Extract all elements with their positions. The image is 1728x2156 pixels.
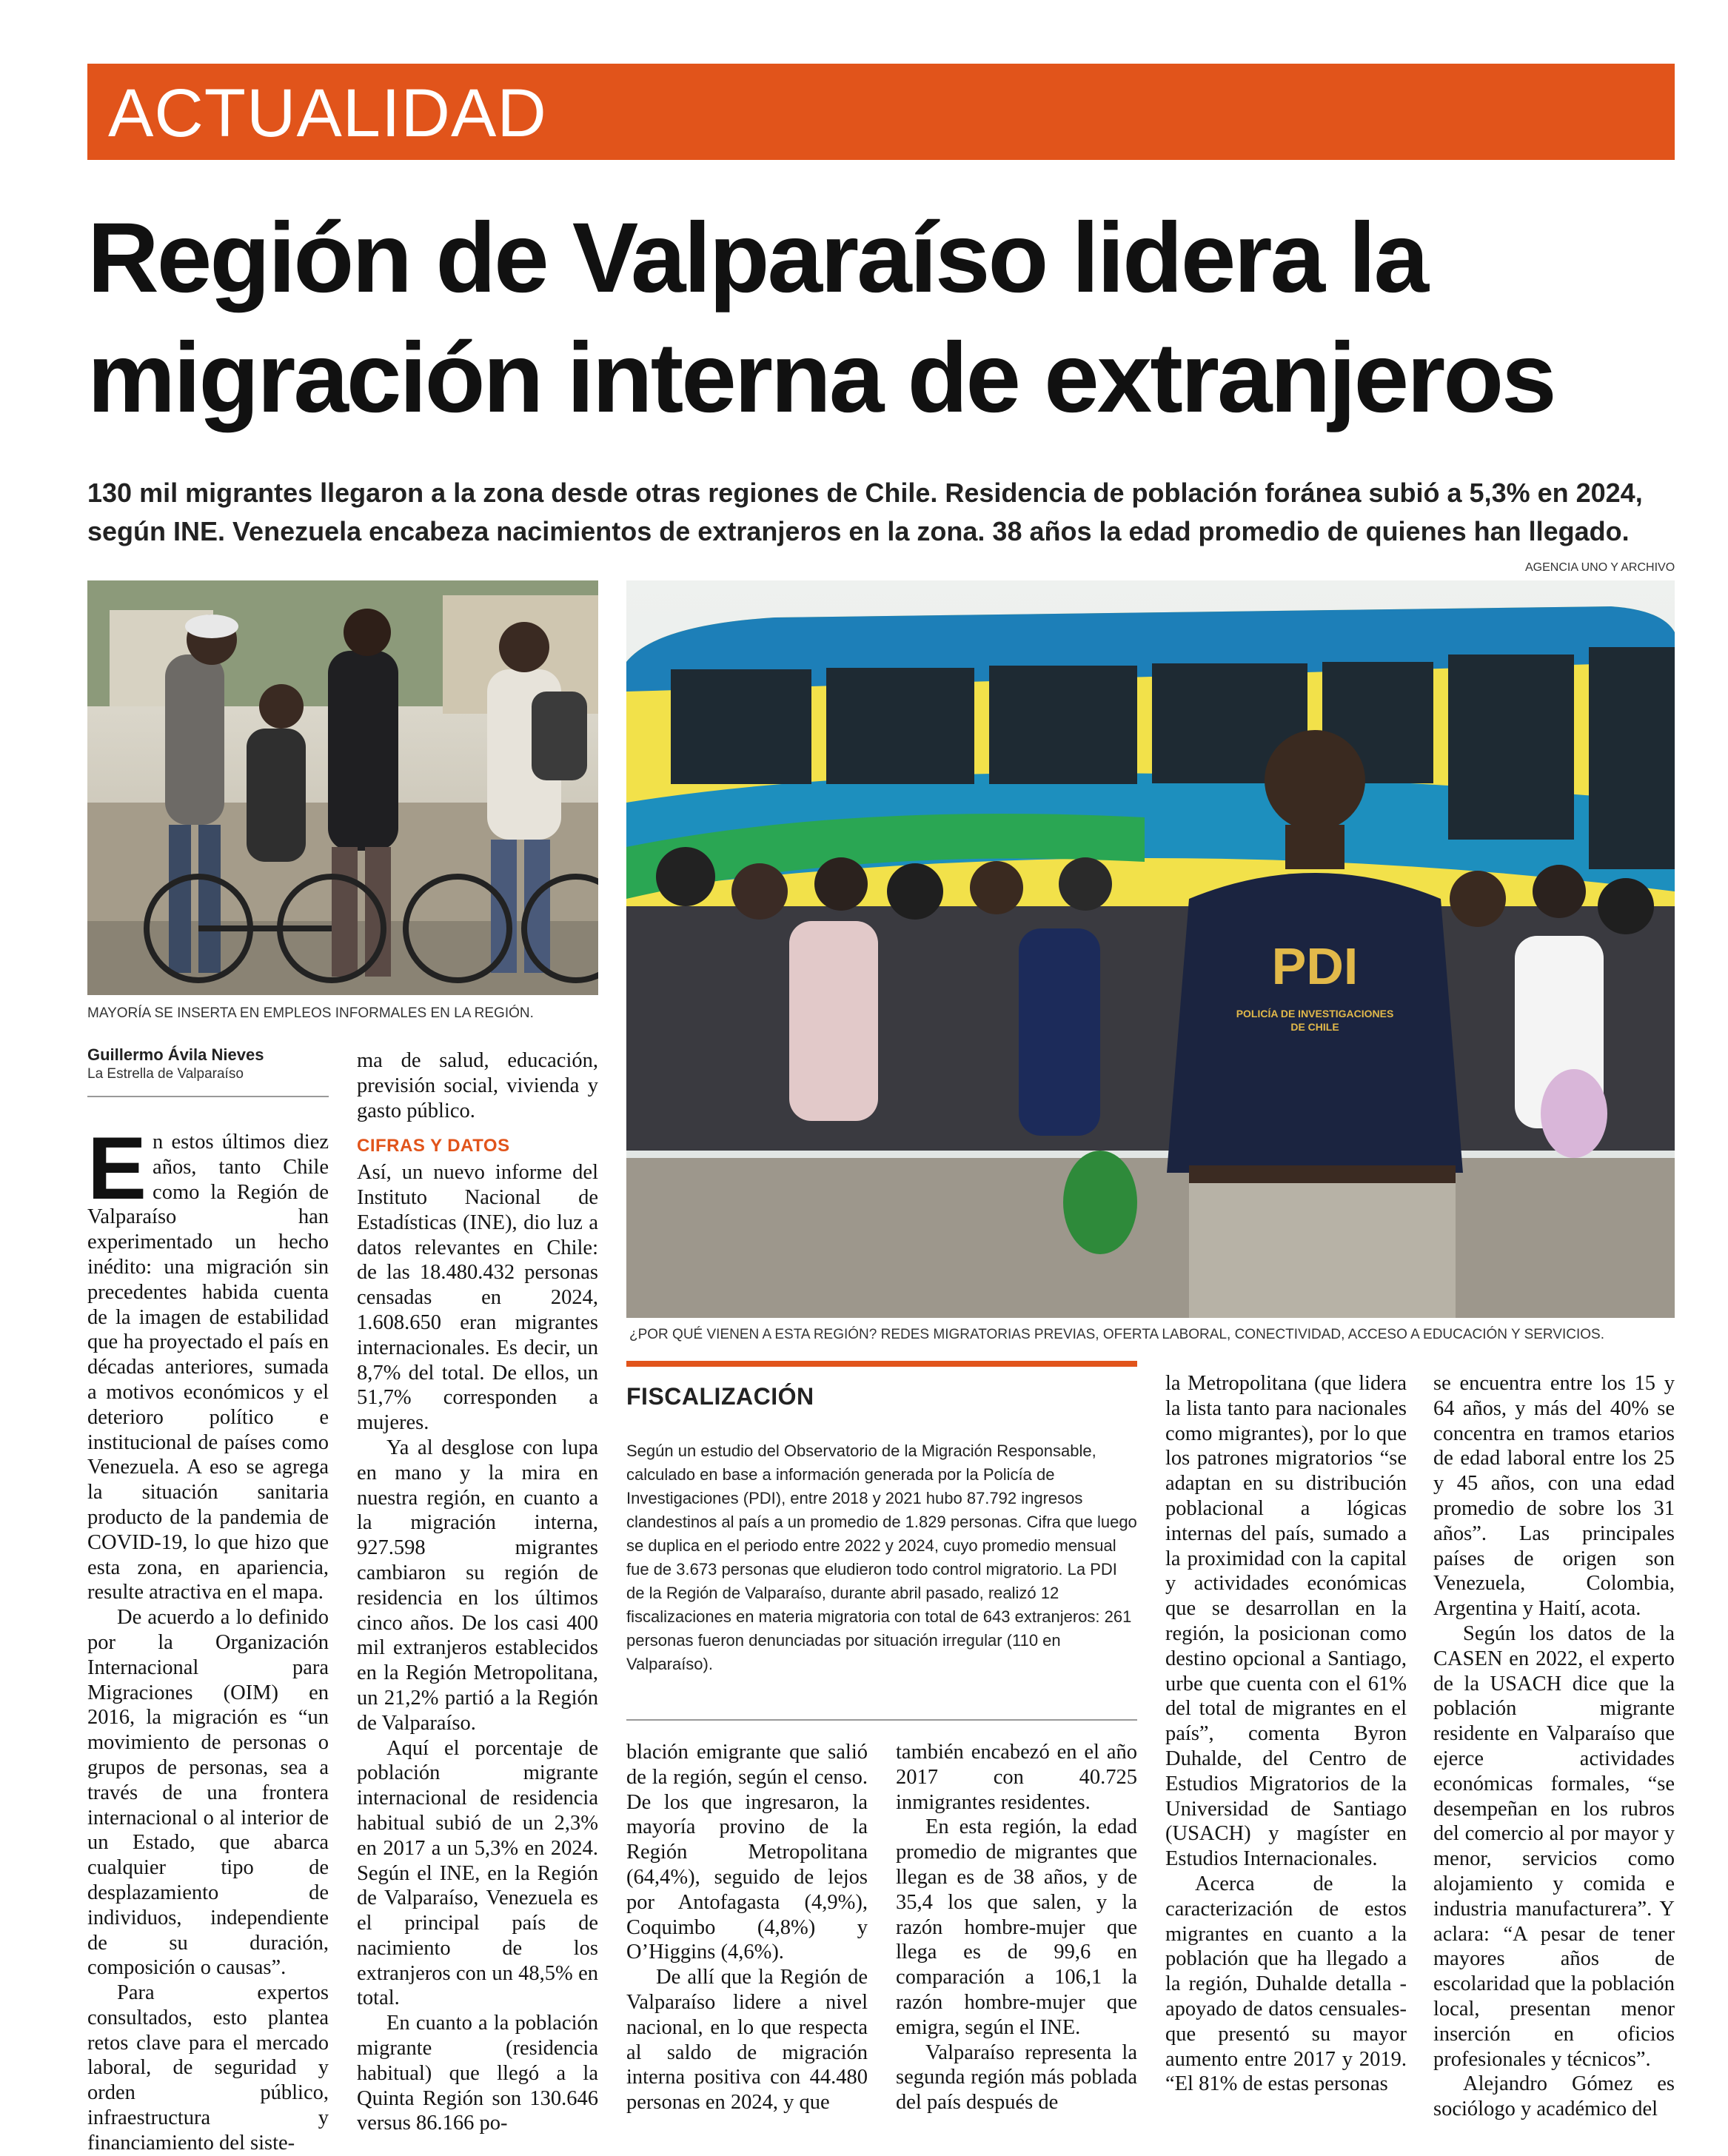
col2-subhead: CIFRAS Y DATOS (357, 1136, 510, 1156)
col1-para-1: En estos últimos diez años, tanto Chile como la Región de Valparaíso han experimentado un hecho inédito: una migración sin precedentes habida cuenta de la imagen de estabilidad que ha proyectado el país en décadas anteriores, sumada a motivos económicos y el deterioro político e institucional de países como Venezuela. A eso se agrega la situación sanitaria producto de la pandemia de COVID-19, lo que hizo que esta zona, en apariencia, resulte atractiva en el mapa. (87, 1119, 329, 1604)
col3-para-1: blación emigrante que salió de la región, según el censo. De los que ingresaron, la mayoría provino de la Región Metropolitana (64,4%), seguido de lejos por Antofagasta (4,9%), Coquimbo (4,8%) y O’Higgins (4,6%). (626, 1741, 868, 1964)
col4-para-3: Valparaíso representa la segunda región más poblada del país después de (896, 2040, 1137, 2115)
col4-para-2: En esta región, la edad promedio de migrantes que llegan es de 38 años, y de 35,4 los que salen, y la razón hombre-mujer que llega es de 99,6 en comparación a 106,1 la razón hombre-mujer que emigra, según el INE. (896, 1815, 1137, 2039)
photo-main-caption: ¿POR QUÉ VIENEN A ESTA REGIÓN? REDES MIGRATORIAS PREVIAS, OFERTA LABORAL, CONECTIVIDAD, ACCESO A EDUCACIÓN Y SERVICIOS. (629, 1327, 1604, 1342)
deck-line-1: 130 mil migrantes llegaron a la zona desde otras regiones de Chile. Residencia de población foránea subió a 5,3% en 2024, (87, 478, 1643, 508)
col3-para-2: De allí que la Región de Valparaíso lidere a nivel nacional, en lo que respecta al saldo de migración interna positiva con 44.480 personas en 2024, y que (626, 1966, 868, 2115)
fiscalizacion-box (626, 1385, 1137, 1676)
dropcap: E (87, 1119, 147, 1218)
col1-para-2: De acuerdo a lo definido por la Organización Internacional para Migraciones (OIM) en 2016, la migración es “un movimiento de personas o grupos de personas, sea a través de una frontera internacional o al interior de un Estado, que abarca cualquier tipo de desplazamiento de individuos, independiente de su duración, composición o causas”. (87, 1606, 329, 1980)
col4-para-1: también encabezó en el año 2017 con 40.725 inmigrantes residentes. (896, 1741, 1137, 1814)
col2-para-4: En cuanto a la población migrante (residencia habitual) que llegó a la Quinta Región son 130.646 versus 86.166 po- (357, 2012, 598, 2135)
photo-left (87, 580, 598, 995)
headline-line-2: migración interna de extranjeros (87, 323, 1555, 433)
photo-main (626, 580, 1675, 1318)
box-title: FISCALIZACIÓN (626, 1383, 814, 1410)
byline-outlet: La Estrella de Valparaíso (87, 1066, 244, 1082)
col2-para-3: Aquí el porcentaje de población migrante internacional de residencia habitual subió de un 2,3% en 2017 a un 5,3% en 2024. Según el INE, en la Región de Valparaíso, Venezuela es el principal país de nacimiento de los extranjeros con un 48,5% en total. (357, 1736, 598, 2010)
section-label: ACTUALIDAD (108, 76, 547, 151)
col2-para-1: Así, un nuevo informe del Instituto Nacional de Estadísticas (INE), dio luz a datos relevantes en Chile: de las 18.480.432 personas censadas en 2024, 1.608.650 eran migrantes internacionales. Es decir, un 8,7% del total. De ellos, un 51,7% corresponden a mujeres. (357, 1161, 598, 1435)
col5-para-2: Acerca de la caracterización de estos migrantes en cuanto a la población que ha llegado a la región, Duhalde detalla -apoyado de datos censuales- que presentó su mayor aumento entre 2017 y 2019. “El 81% de estas personas (1165, 1872, 1407, 2096)
column-5 (1165, 1371, 1407, 2126)
box-bottom-rule (626, 1719, 1137, 1721)
col6-para-2: Según los datos de la CASEN en 2022, el experto de la USACH dice que la población migrante residente en Valparaíso que ejerce actividades económicas formales, “se desempeñan en los rubros del comercio al por mayor y menor, servicios como alojamiento y comida e industria manufacturera”. Y aclara: “A pesar de tener mayores años de escolaridad que la población local, presentan menor inserción en oficios profesionales y técnicos”. (1433, 1621, 1675, 2071)
col5-para-1: la Metropolitana (que lidera la lista tanto para nacionales como migrantes), por lo que los patrones migratorios “se adaptan en su distribución poblacional a lógicas internas del país, sumado a la proximidad con la capital y actividades económicas que se desarrollan en la región, la posicionan como destino opcional a Santiago, urbe que cuenta con el 61% del total de migrantes en el país”, comenta Byron Duhalde, del Centro de Estudios Migratorios de la Universidad de Santiago (USACH) y magíster en Estudios Internacionales. (1165, 1372, 1407, 1871)
headline (87, 198, 1701, 438)
deck (87, 474, 1687, 551)
photo-main-image (626, 580, 1675, 1318)
col2-para-2: Ya al desglose con lupa en mano y la mira en nuestra región, en cuanto a la migración interna, 927.598 migrantes cambiaron su región de residencia en los últimos cinco años. De los casi 400 mil extranjeros establecidos en la Región Metropolitana, un 21,2% partió a la Región de Valparaíso. (357, 1436, 598, 1735)
vest-text: PDI (1271, 937, 1359, 995)
column-2 (357, 1048, 598, 2135)
col6-para-3: Alejandro Gómez es sociólogo y académico del (1433, 2072, 1675, 2121)
section-bar (87, 64, 1675, 160)
column-3 (626, 1740, 868, 2126)
byline-rule (87, 1096, 329, 1097)
photo-left-image (87, 580, 598, 995)
vest-subtext-2: DE CHILE (1290, 1021, 1339, 1033)
col6-para-1: se encuentra entre los 15 y 64 años, y más del 40% se concentra en tramos etarios de edad laboral entre los 25 y 45 años, con una edad promedio de sobre los 31 años”. Las principales países de origen son Venezuela, Colombia, Argentina y Haití, acota. (1433, 1372, 1675, 1621)
byline-name: Guillermo Ávila Nieves (87, 1045, 264, 1064)
col2-para-0: ma de salud, educación, previsión social, vivienda y gasto público. (357, 1049, 598, 1122)
column-1 (87, 1119, 329, 2155)
vest-subtext-1: POLICÍA DE INVESTIGACIONES (1236, 1008, 1394, 1020)
col1-para-3: Para expertos consultados, esto plantea retos clave para el mercado laboral, de seguridad y orden público, infraestructura y financiamiento del siste- (87, 1981, 329, 2155)
photo-credit: AGENCIA UNO Y ARCHIVO (1525, 561, 1675, 574)
headline-line-1: Región de Valparaíso lidera la (87, 203, 1427, 313)
deck-line-2: según INE. Venezuela encabeza nacimientos de extranjeros en la zona. 38 años la edad promedio de quienes han llegado. (87, 516, 1630, 546)
photo-left-caption: MAYORÍA SE INSERTA EN EMPLEOS INFORMALES EN LA REGIÓN. (87, 1005, 534, 1021)
column-4 (896, 1740, 1137, 2126)
column-6 (1433, 1371, 1675, 2126)
box-top-rule (626, 1361, 1137, 1367)
box-text: Según un estudio del Observatorio de la Migración Responsable, calculado en base a información generada por la Policía de Investigaciones (PDI), entre 2018 y 2021 hubo 87.792 ingresos clandestinos al país a un promedio de 1.829 personas. Cifra que luego se duplica en el periodo entre 2022 y 2024, cuyo promedio mensual fue de 3.673 personas que eludieron todo control migratorio. La PDI de la Región de Valparaíso, durante abril pasado, realizó 12 fiscalizaciones en materia migratoria con total de 643 extranjeros: 261 personas fueron denunciadas por situación irregular (110 en Valparaíso). (626, 1442, 1137, 1673)
